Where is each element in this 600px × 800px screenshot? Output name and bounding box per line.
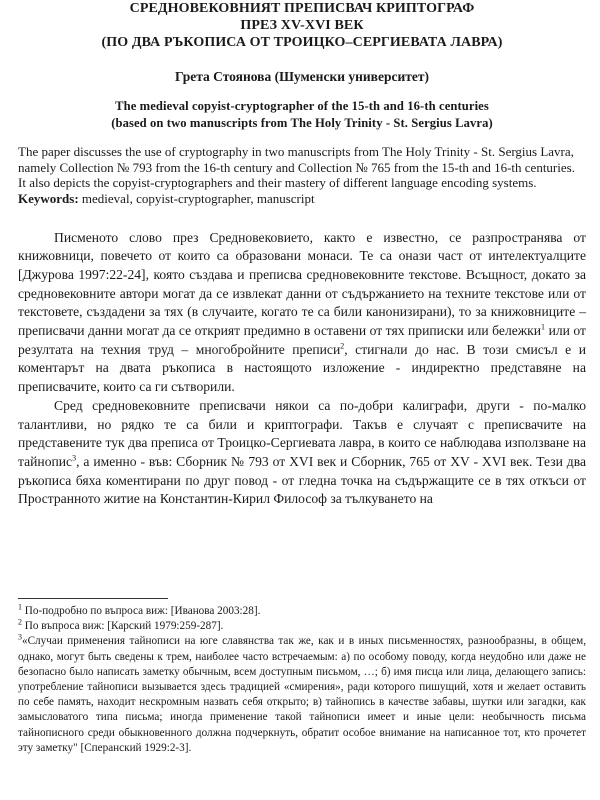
footnote-ref[interactable]: 2 <box>340 341 345 351</box>
body-text <box>18 229 586 510</box>
footnotes <box>18 598 586 756</box>
title-line: ПРЕЗ XV-XVI ВЕК <box>240 18 364 33</box>
paragraph-text: или от резултата на техния труд – многобройните преписи <box>18 323 586 357</box>
footnote <box>18 619 586 634</box>
author-line: Грета Стоянова (Шуменски университет) <box>175 69 429 84</box>
footnote-text: По-подробно по въпроса виж: [Иванова 2003:28]. <box>22 605 261 617</box>
english-title <box>18 98 586 132</box>
title-line: (ПО ДВА РЪКОПИСА ОТ ТРОИЦКО–СЕРГИЕВАТА ЛАВРА) <box>101 35 503 50</box>
footnote-number: 2 <box>18 617 22 627</box>
footnote-divider <box>18 598 168 599</box>
footnote-text: По въпроса виж: [Карский 1979:259-287]. <box>22 620 224 633</box>
english-title-line: The medieval copyist-cryptographer of the 15-th and 16-th centuries <box>115 99 489 113</box>
footnote-number: 3 <box>18 632 22 642</box>
english-title-line: (based on two manuscripts from The Holy Trinity - St. Sergius Lavra) <box>111 116 493 130</box>
footnote-text: «Случаи применения тайнописи на юге славянства так же, как и в иных письменностях, разнообразны, в общем, однако, могут быть сведены к трем, наиболее часто встречаемым: а) по особому поводу, когда неудобно или даже не безопасно было написать заметку обычным, всем доступным письмом, …; б) имя писца или лица, делающего запись: употребление тайнописи вызывается здесь традицией «смирения», ради которого пишущий, хотя и желает оставить по себе память, находит нескромным назвать себя открыто; в) тайнопись в качестве забавы, шутки или загадки, как замысловатого типа письма; иногда применение такой тайнописи имеет и иные цели: необычность письма тайнописного среди обыкновенного должна подчеркнуть, обратит особое внимание на написанное тот, кто прочетет эту заметку" [Сперанский 1929:2-3]. <box>18 635 586 754</box>
footnote <box>18 634 586 756</box>
footnote-ref[interactable]: 1 <box>541 322 546 332</box>
footnote-ref[interactable]: 3 <box>72 453 77 463</box>
paragraph <box>18 397 586 509</box>
paragraph-text: , а именно - във: Сборник № 793 от XVI век и Сборник, 765 от XV - XVI век. Тези два ръкописа бяха коментирани по друг повод - от гледна точка на съдържащите се в тях откъси от Пространното житие на Константин-Кирил Философ за тълкуването на <box>18 453 586 507</box>
keywords-label: Keywords: <box>18 190 79 206</box>
paper-title <box>18 0 586 51</box>
footnote-number: 1 <box>18 602 22 612</box>
paragraph-text: , стигнали до нас. В този смисъл е и коментарът на двата ръкописа в настоящото изложение - индиректно представяне на преписвачите, които са ги сътворили. <box>18 341 586 395</box>
paragraph-text: Писменото слово през Средновековието, както е известно, се разпространява от книжовници, повечето от които са образовани монаси. Те са онази част от интелектуалците [Джурова 1997:22-24], която създава и преписва средновековните текстове. Всъщност, докато за средновековните автори могат да се извлекат данни от съдържанието на техните текстове или от текстовете, създадени за тях (в случаите, когато те са били канонизирани), то за книжовниците – преписвачи данни могат да се открият предимно в оставени от тях приписки или бележки <box>18 229 586 339</box>
keywords <box>18 191 586 206</box>
abstract: The paper discusses the use of cryptography in two manuscripts from The Holy Trinity - St. Sergius Lavra, namely Collection № 793 from the 16-th century and Collection № 765 from the 15-th and 16-th centuries. It also depicts the copyist-cryptographers and their mastery of different language encoding systems. <box>18 144 575 190</box>
paragraph <box>18 229 586 397</box>
keywords-text: medieval, copyist-cryptographer, manuscript <box>81 190 315 206</box>
footnote <box>18 604 586 619</box>
title-line: СРЕДНОВЕКОВНИЯТ ПРЕПИСВАЧ КРИПТОГРАФ <box>129 1 475 16</box>
paragraph-text: Сред средновековните преписвачи някои са по-добри калиграфи, други - по-малко талантливи, но рядко те са били и криптографи. Такъв е случаят с преписвачите на представените тук два преписа от Троицко-Сергиевата лавра, в които се наблюдава използване на тайнопис <box>18 397 586 469</box>
